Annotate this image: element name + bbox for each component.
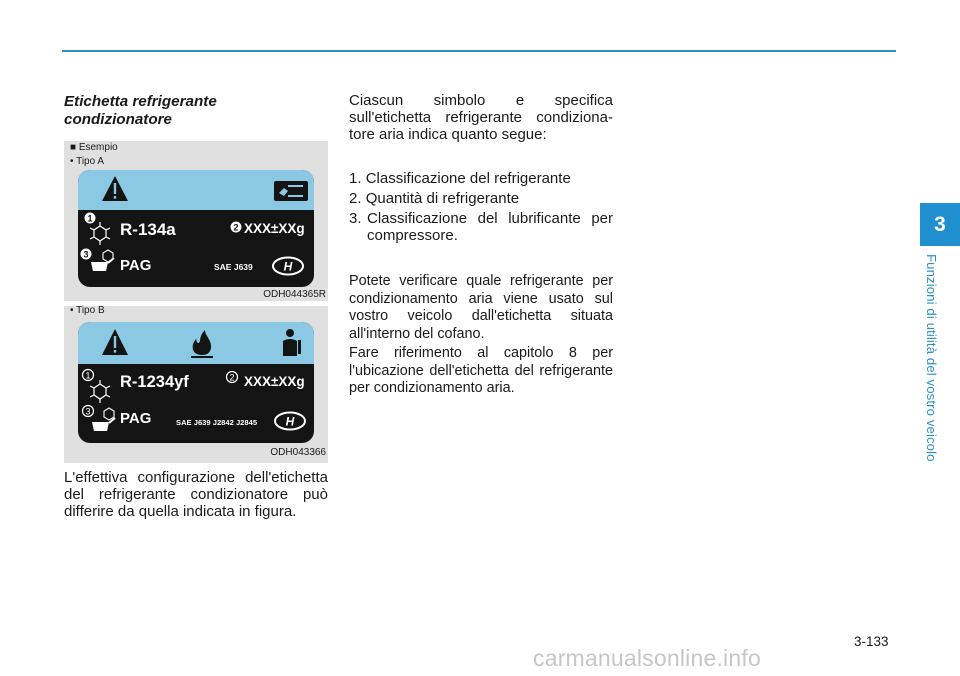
hyundai-logo-icon — [273, 258, 303, 275]
technician-service-icon — [283, 329, 301, 356]
refrigerant-molecule-icon — [90, 380, 110, 403]
intro-paragraph: Ciascun simbolo e specifica sull'etichetta refrigerante condiziona-tore aria indica quanto segue: — [349, 92, 613, 143]
lubricant-type-a: PAG — [120, 257, 152, 274]
lubricant-oil-can-icon — [91, 250, 114, 271]
svg-text:2: 2 — [233, 222, 239, 233]
list-number: 3. — [349, 210, 362, 227]
list-number: 1. — [349, 170, 362, 187]
svg-text:2: 2 — [229, 372, 235, 383]
callout-3-icon — [83, 406, 94, 417]
type-b-label: • Tipo B — [70, 305, 105, 316]
list-text: Quantità di refrigerante — [365, 190, 520, 207]
list-item — [349, 191, 613, 208]
refrigerant-type-a: R-134a — [120, 220, 176, 239]
warning-triangle-icon — [102, 329, 128, 355]
callout-1-icon — [83, 370, 94, 381]
chapter-number: 3 — [934, 212, 946, 236]
callout-2-icon — [227, 372, 238, 383]
callout-1-icon — [85, 213, 96, 224]
figure-code-a: ODH044365R — [263, 289, 326, 300]
list-number: 2. — [349, 190, 362, 207]
list-item — [349, 211, 613, 245]
hyundai-logo-icon — [275, 413, 305, 430]
svg-text:1: 1 — [87, 213, 93, 224]
body-paragraph: Fare riferimento al capitolo 8 per l'ubicazione dell'etichetta del refrigerante per condizionamento aria. — [349, 345, 613, 397]
service-manual-icon — [274, 181, 308, 201]
figure-code-b: ODH043366 — [270, 447, 326, 458]
type-a-label: • Tipo A — [70, 156, 105, 167]
page-number: 3-133 — [854, 634, 889, 649]
label-card-type-a — [78, 170, 314, 287]
svg-text:1: 1 — [85, 370, 91, 381]
list-text: Classificazione del refrigerante — [365, 170, 571, 187]
refrigerant-molecule-icon — [90, 222, 110, 245]
svg-text:H: H — [285, 414, 295, 429]
sae-standard-a: SAE J639 — [214, 262, 253, 272]
header-rule — [62, 50, 896, 52]
example-label: ■ Esempio — [70, 142, 118, 153]
refrigerant-label-figure — [64, 141, 328, 463]
svg-text:H: H — [283, 259, 293, 274]
list-text: Classificazione del lubrificante per compressore. — [367, 210, 613, 244]
refrigerant-quantity-b: XXX±XXg — [244, 374, 305, 389]
refrigerant-quantity-a: XXX±XXg — [244, 221, 305, 236]
flammable-flame-icon — [191, 330, 213, 358]
callout-2-icon — [231, 222, 242, 233]
refrigerant-type-b: R-1234yf — [120, 373, 189, 391]
lubricant-oil-can-icon — [92, 408, 115, 431]
section-title: Etichetta refrigerante condizionatore — [64, 93, 217, 128]
label-card-type-b — [78, 322, 314, 443]
body-paragraph: Potete verificare quale refrigerante per condizionamento aria viene usato sul vostro veicolo dall'etichetta situata all'interno del cofano. — [349, 273, 613, 342]
chapter-title: Funzioni di utilità del vostro veicolo — [924, 254, 939, 462]
list-item — [349, 171, 613, 188]
svg-text:3: 3 — [85, 406, 91, 417]
lubricant-type-b: PAG — [120, 410, 152, 427]
figure-note: L'effettiva configurazione dell'etichetta del refrigerante condizionatore può differire da quella indicata in figura. — [64, 469, 328, 520]
sae-standard-b: SAE J639 J2842 J2845 — [176, 418, 258, 427]
warning-triangle-icon — [102, 176, 128, 201]
svg-text:3: 3 — [83, 249, 89, 260]
callout-3-icon — [81, 249, 92, 260]
watermark: carmanualsonline.info — [533, 645, 761, 671]
chapter-tab[interactable] — [920, 203, 960, 246]
